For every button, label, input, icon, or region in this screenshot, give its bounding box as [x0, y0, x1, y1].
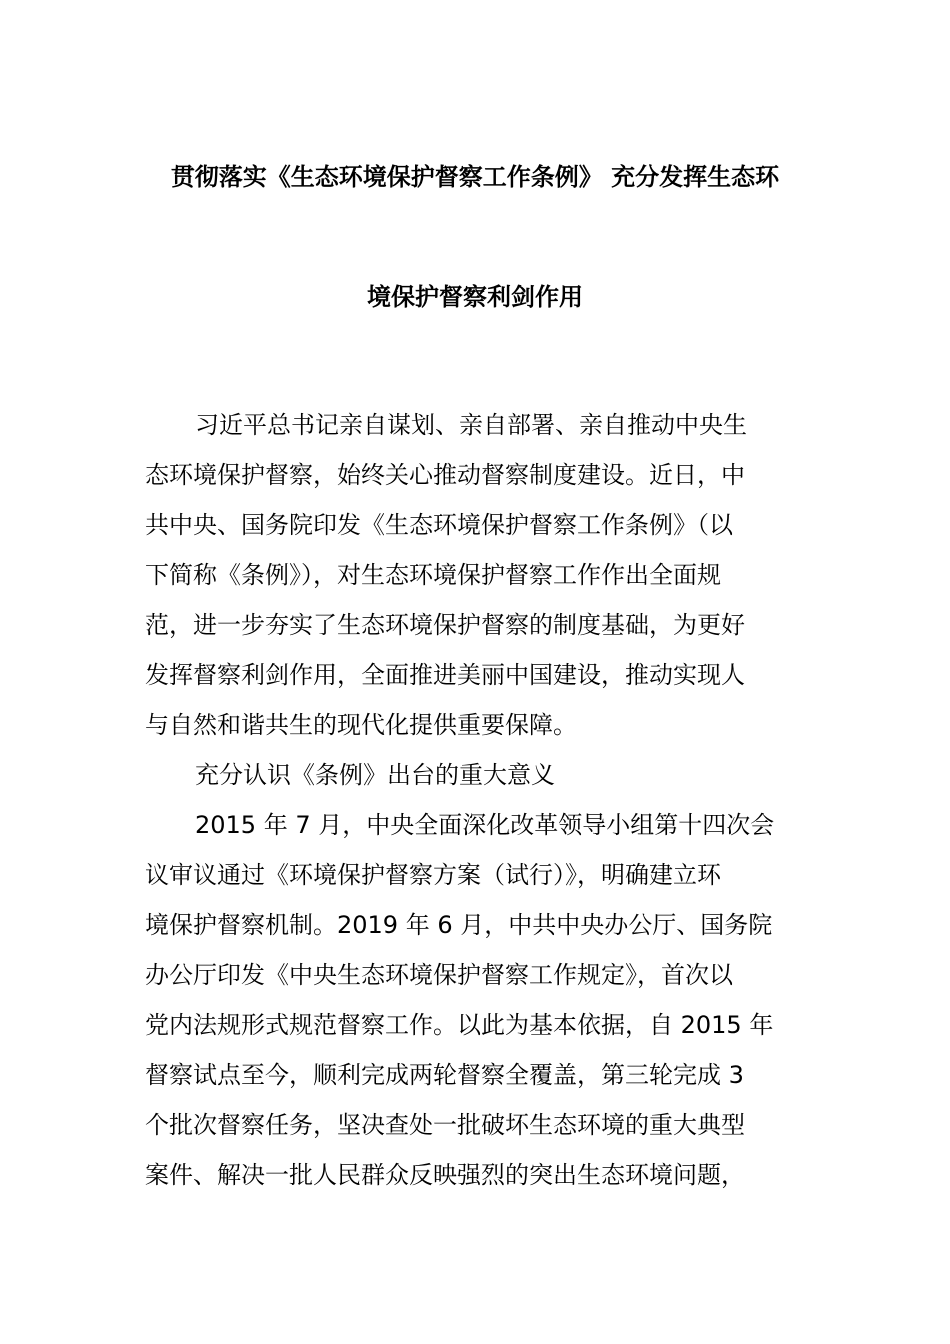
body-line-10: 议审议通过《环境保护督察方案（试行）》，明确建立环	[145, 861, 721, 889]
body-line-12: 办公厅印发《中央生态环境保护督察工作规定》，首次以	[145, 961, 733, 989]
document-body	[145, 400, 805, 1200]
body-line-15: 个批次督察任务，坚决查处一批破坏生态环境的重大典型	[145, 1111, 745, 1139]
body-line-5: 范，进一步夯实了生态环境保护督察的制度基础，为更好	[145, 611, 745, 639]
body-line-3: 共中央、国务院印发《生态环境保护督察工作条例》（以	[145, 511, 733, 539]
body-line-14: 督察试点至今，顺利完成两轮督察全覆盖，第三轮完成 3	[145, 1061, 744, 1089]
body-line-6: 发挥督察利剑作用，全面推进美丽中国建设，推动实现人	[145, 661, 745, 689]
section-heading: 充分认识《条例》出台的重大意义	[195, 761, 555, 789]
body-line-7: 与自然和谐共生的现代化提供重要保障。	[145, 711, 577, 739]
body-line-4: 下简称《条例》），对生态环境保护督察工作作出全面规	[145, 561, 721, 589]
document-title-line-1: 贯彻落实《生态环境保护督察工作条例》 充分发挥生态环	[170, 163, 780, 191]
body-line-2: 态环境保护督察，始终关心推动督察制度建设。近日，中	[145, 461, 745, 489]
body-line-9: 2015 年 7 月，中央全面深化改革领导小组第十四次会	[195, 811, 775, 839]
body-line-1: 习近平总书记亲自谋划、亲自部署、亲自推动中央生	[195, 411, 747, 439]
body-line-16: 案件、解决一批人民群众反映强烈的突出生态环境问题，	[145, 1161, 745, 1189]
body-line-11: 境保护督察机制。2019 年 6 月，中共中央办公厅、国务院	[145, 911, 773, 939]
body-line-13: 党内法规形式规范督察工作。以此为基本依据，自 2015 年	[145, 1011, 774, 1039]
document-title-line-2: 境保护督察利剑作用	[367, 283, 583, 311]
